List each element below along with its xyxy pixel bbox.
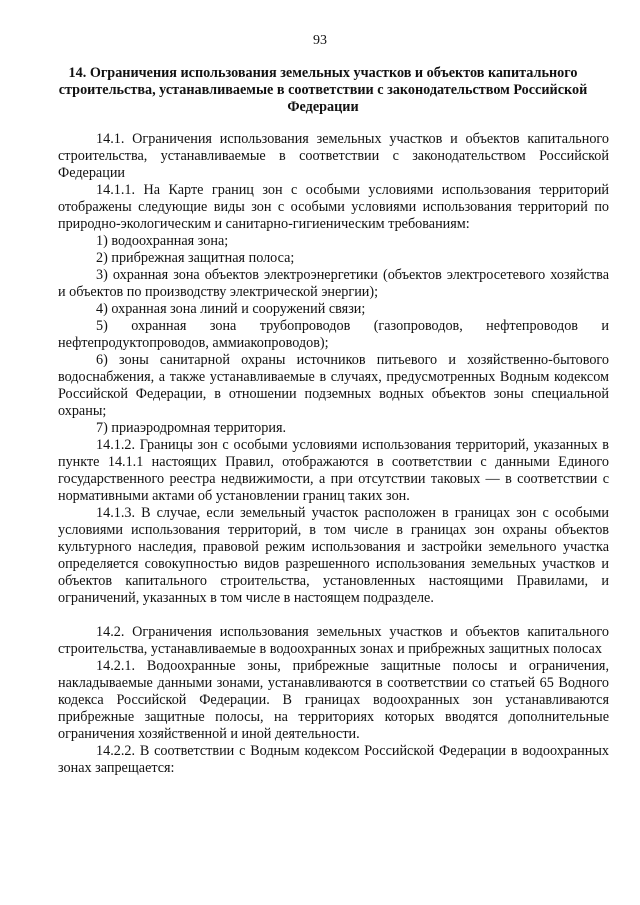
paragraph-14-1-2: 14.1.2. Границы зон с особыми условиями использования территорий, указанных в пункте 14.1.1 настоящих Правил, отображаются в соответствии с данными Единого государственного реестра недвижимости, а при отсутствии таковых — в соответствии с нормативными актами об установлении границ таких зон. (58, 437, 609, 504)
paragraph-14-1-1: 14.1.1. На Карте границ зон с особыми условиями использования территорий отображены следующие виды зон с особыми условиями использования территорий по природно-экологическим и санитарно-гигиеническим требованиям: (58, 182, 609, 232)
list-item: 4) охранная зона линий и сооружений связи; (96, 301, 366, 317)
list-item: 5) охранная зона трубопроводов (газопроводов, нефтепроводов и нефтепродуктопроводов, аммиакопроводов); (58, 318, 609, 351)
list-item: 2) прибрежная защитная полоса; (96, 250, 295, 266)
document-body (58, 131, 609, 777)
list-item: 3) охранная зона объектов электроэнергетики (объектов электросетевого хозяйства и объектов по производству электрической энергии); (58, 267, 609, 300)
paragraph-14-2-2: 14.2.2. В соответствии с Водным кодексом Российской Федерации в водоохранных зонах запрещается: (58, 743, 609, 776)
subsection-title-14-2: 14.2. Ограничения использования земельных участков и объектов капитального строительства, устанавливаемые в водоохранных зонах и прибрежных защитных полосах (58, 624, 609, 657)
list-item: 1) водоохранная зона; (96, 233, 229, 249)
paragraph-14-2-1: 14.2.1. Водоохранные зоны, прибрежные защитные полосы и ограничения, накладываемые данными зонами, устанавливаются в соответствии со статьей 65 Водного кодекса Российской Федерации. В границах водоохранных зон устанавливаются прибрежные защитные полосы, на территориях которых вводятся дополнительные ограничения хозяйственной и иной деятельности. (58, 658, 609, 742)
page-number: 93 (313, 33, 327, 48)
list-item: 6) зоны санитарной охраны источников питьевого и хозяйственно-бытового водоснабжения, а также устанавливаемые в случаях, предусмотренных Водным кодексом Российской Федерации, в отношении подземных водных объектов зоны специальной охраны; (58, 352, 609, 419)
list-item: 7) приаэродромная территория. (96, 420, 287, 436)
subsection-title-14-1: 14.1. Ограничения использования земельных участков и объектов капитального строительства, устанавливаемые в соответствии с законодательством Российской Федерации (58, 131, 609, 181)
section-heading: 14. Ограничения использования земельных участков и объектов капитального строительства, устанавливаемые в соответствии с законодательством Российской Федерации (58, 65, 588, 115)
paragraph-14-1-3: 14.1.3. В случае, если земельный участок расположен в границах зон с особыми условиями использования территорий, в том числе в границах зон охраны объектов культурного наследия, правовой режим использования и застройки земельного участка определяется совокупностью видов разрешенного использования земельных участков и объектов капитального строительства, установленных настоящими Правилами, и ограничений, указанных в том числе в настоящем подразделе. (58, 505, 609, 606)
